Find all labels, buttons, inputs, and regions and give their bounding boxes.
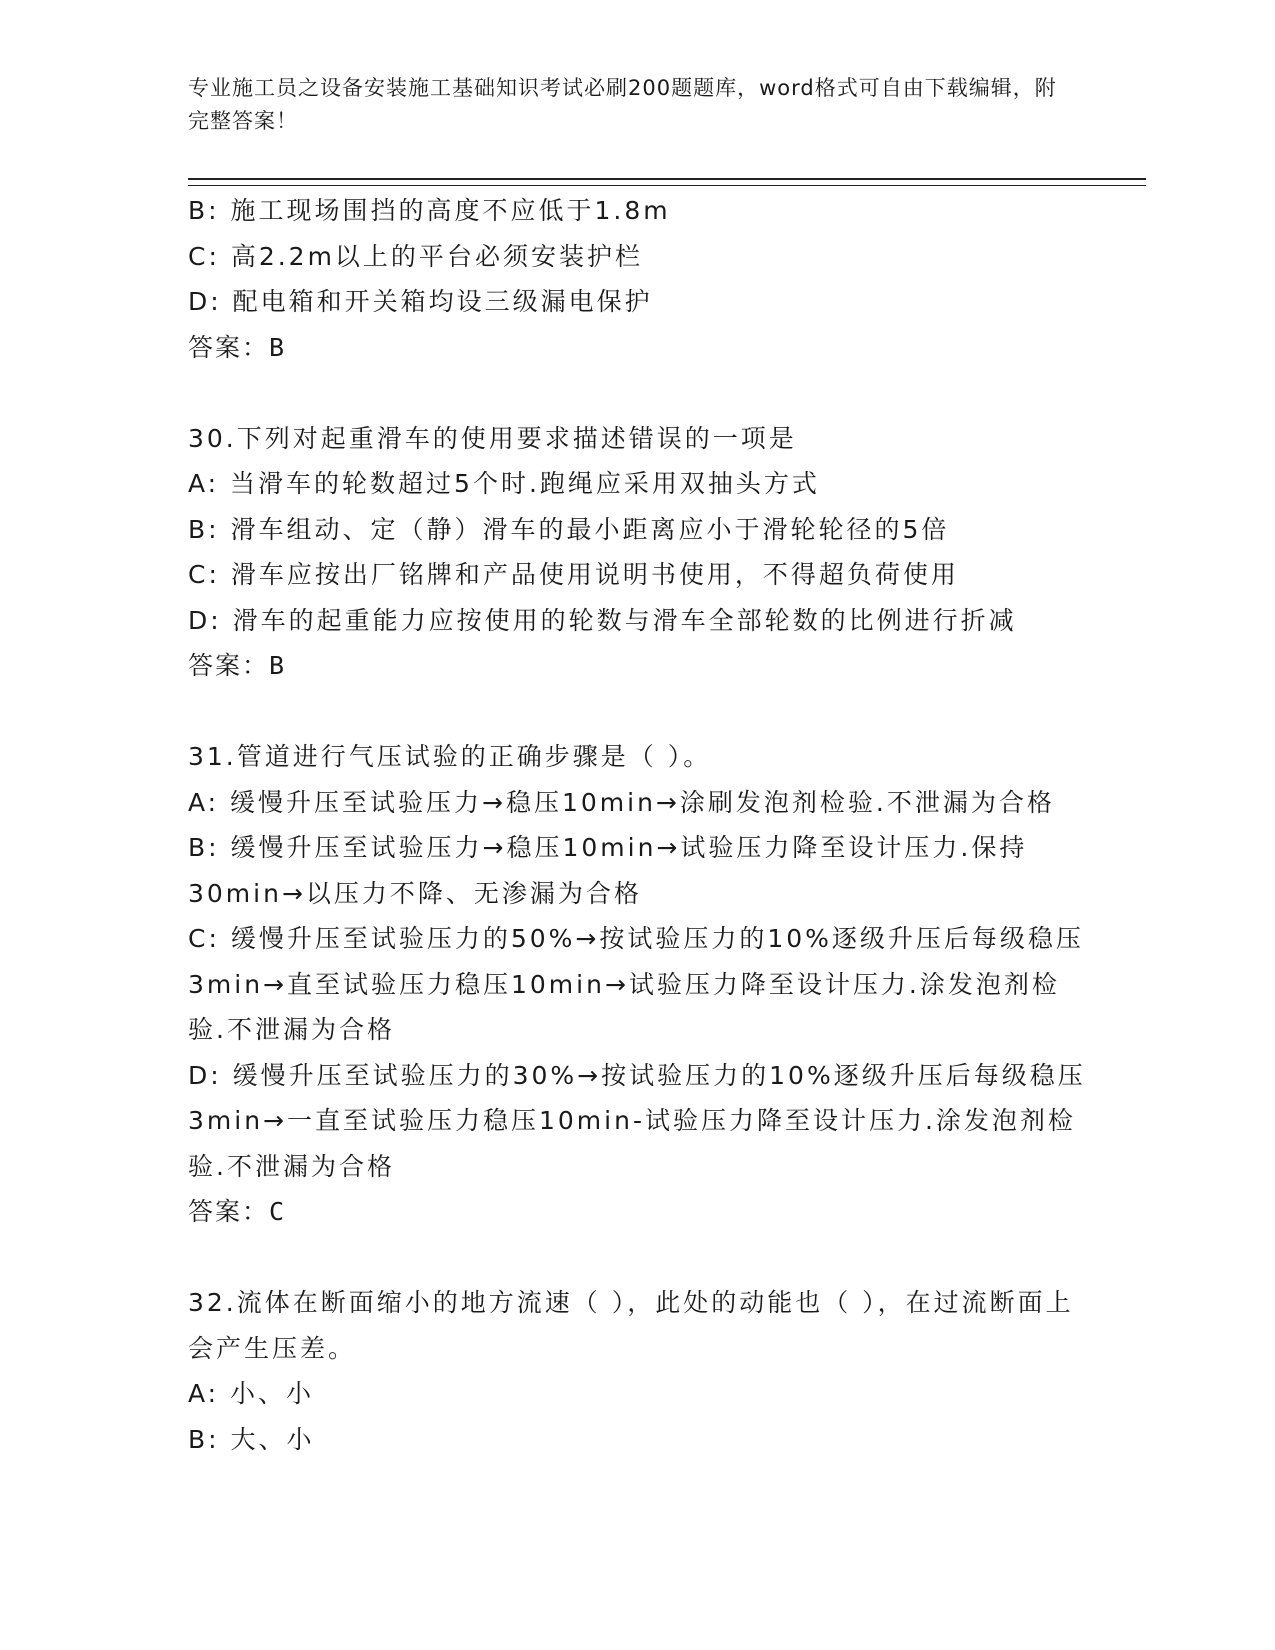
question-31 [188, 734, 1088, 1235]
question-text: 30.下列对起重滑车的使用要求描述错误的一项是 [188, 423, 797, 453]
option-a: A: 缓慢升压至试验压力→稳压10min→涂刷发泡剂检验.不泄漏为合格 [188, 787, 1055, 817]
option-a: A: 小、小 [188, 1379, 315, 1408]
answer: 答案：C [188, 1197, 287, 1226]
option-a: A: 当滑车的轮数超过5个时.跑绳应采用双抽头方式 [188, 469, 820, 498]
option-b: B: 大、小 [188, 1424, 315, 1454]
question-30 [188, 416, 1088, 689]
spacer [188, 689, 1088, 735]
header-divider-thin [188, 185, 1146, 186]
option-c: C: 滑车应按出厂铭牌和产品使用说明书使用，不得超负荷使用 [188, 560, 959, 589]
option-c: C: 缓慢升压至试验压力的50%→按试验压力的10%逐级升压后每级稳压3min→直至试验压力稳压10min→试验压力降至设计压力.涂发泡剂检验.不泄漏为合格 [188, 924, 1084, 1044]
option-b: B: 施工现场围挡的高度不应低于1.8m [188, 196, 671, 225]
question-32 [188, 1280, 1088, 1462]
option-c: C: 高2.2m以上的平台必须安装护栏 [188, 241, 643, 271]
option-b: B: 缓慢升压至试验压力→稳压10min→试验压力降至设计压力.保持30min→以压力不降、无渗漏为合格 [188, 833, 1028, 908]
spacer [188, 1235, 1088, 1281]
answer: 答案：B [188, 332, 287, 362]
question-text: 31.管道进行气压试验的正确步骤是（ ）。 [188, 742, 712, 771]
page-header: 专业施工员之设备安装施工基础知识考试必刷200题题库，word格式可自由下载编辑，附完整答案！ [188, 76, 1057, 133]
question-text: 32.流体在断面缩小的地方流速（ ），此处的动能也（ ），在过流断面上会产生压差。 [188, 1288, 1074, 1363]
option-b: B: 滑车组动、定（静）滑车的最小距离应小于滑轮轮径的5倍 [188, 514, 950, 544]
document-body [188, 188, 1088, 1462]
answer: 答案：B [188, 651, 287, 680]
spacer [188, 370, 1088, 416]
question-29 [188, 188, 1088, 370]
option-d: D: 配电箱和开关箱均设三级漏电保护 [188, 287, 653, 316]
option-d: D: 滑车的起重能力应按使用的轮数与滑车全部轮数的比例进行折减 [188, 605, 1017, 635]
option-d: D: 缓慢升压至试验压力的30%→按试验压力的10%逐级升压后每级稳压3min→一直至试验压力稳压10min-试验压力降至设计压力.涂发泡剂检验.不泄漏为合格 [188, 1060, 1086, 1181]
header-divider-thick [188, 178, 1146, 180]
